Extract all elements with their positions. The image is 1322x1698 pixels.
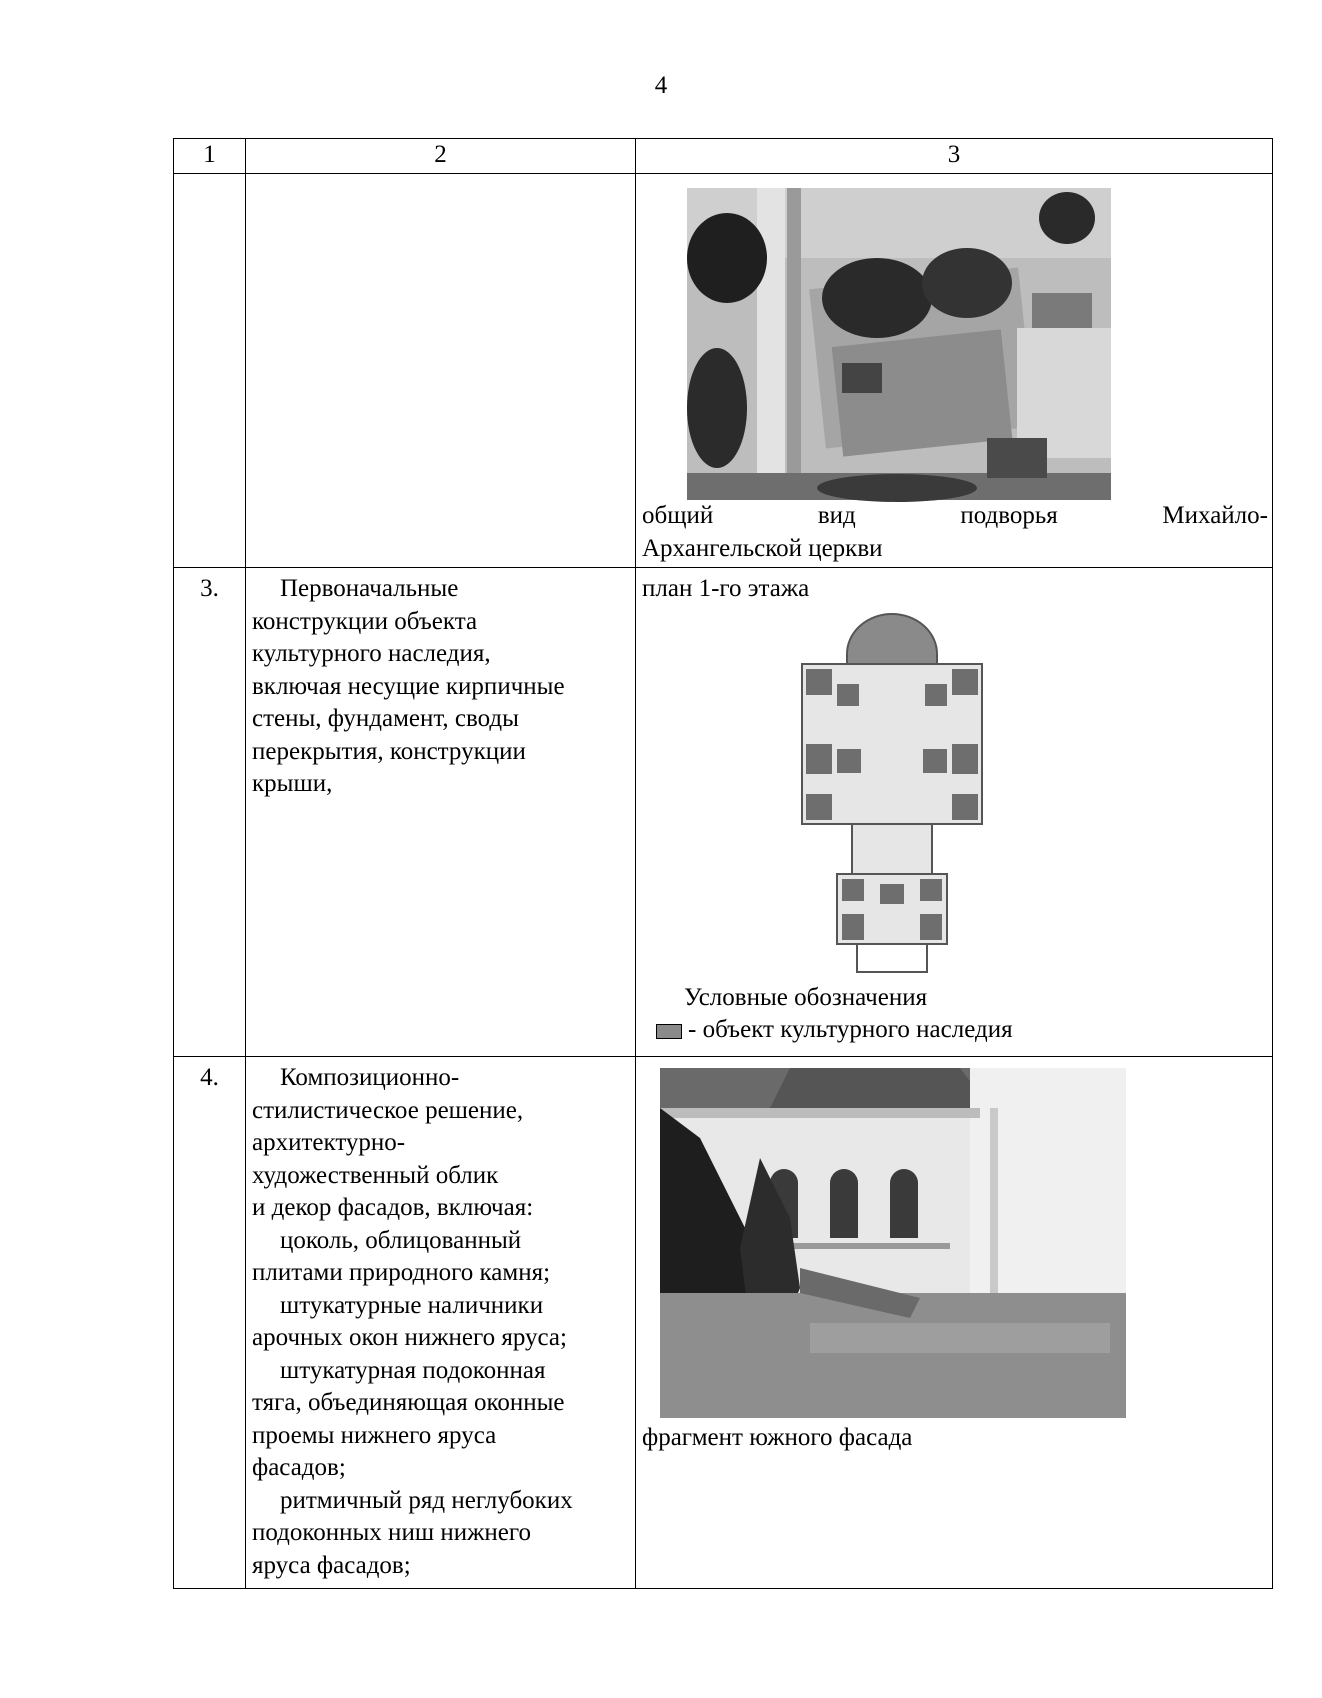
desc-line: штукатурная подоконная [280, 1356, 546, 1384]
row-description [246, 1057, 636, 1589]
header-col-2: 2 [246, 139, 636, 174]
floor-plan-drawing [792, 614, 992, 974]
row-number: 4. [174, 1057, 246, 1589]
desc-line: культурного наследия, [252, 640, 491, 667]
desc-line: фасадов; [252, 1454, 346, 1481]
desc-line: ритмичный ряд неглубоких [280, 1486, 573, 1514]
desc-line: включая несущие кирпичные [252, 672, 565, 700]
legend-title: Условные обозначения [684, 983, 928, 1011]
page-number: 4 [654, 72, 668, 99]
legend-swatch [656, 1024, 682, 1039]
header-col-3: 3 [636, 139, 1273, 174]
desc-line: стилистическое решение, [252, 1096, 524, 1124]
desc-line: стены, фундамент, своды [252, 705, 519, 732]
desc-line: перекрытия, конструкции [252, 737, 526, 765]
aerial-photo [687, 188, 1111, 500]
header-col-1: 1 [174, 139, 246, 174]
document-table [173, 138, 1273, 1589]
legend-item [642, 1014, 1268, 1047]
aerial-caption-line-2: Архангельской церкви [642, 534, 883, 562]
desc-line: штукатурные наличники [280, 1291, 544, 1319]
facade-photo [660, 1068, 1126, 1418]
row-number: 3. [174, 568, 246, 1057]
desc-line: цоколь, облицованный [280, 1226, 522, 1254]
desc-line: архитектурно- [252, 1129, 406, 1156]
desc-line: яруса фасадов; [252, 1551, 411, 1579]
image-cell [636, 174, 1273, 568]
table-row-4 [174, 1057, 1273, 1589]
desc-line: арочных окон нижнего яруса; [252, 1324, 567, 1351]
facade-caption: фрагмент южного фасада [642, 1424, 913, 1451]
desc-line: крыши, [252, 770, 333, 797]
desc-line: и декор фасадов, включая: [252, 1194, 534, 1221]
desc-line: тяга, объединяющая оконные [252, 1389, 565, 1416]
row-description [246, 174, 636, 568]
table-header-row [174, 139, 1273, 174]
desc-line: Первоначальные [280, 575, 459, 602]
desc-line: художественный облик [252, 1161, 499, 1189]
image-cell [636, 568, 1273, 1057]
row-number [174, 174, 246, 568]
table-row-3 [174, 568, 1273, 1057]
aerial-caption-line-1: общий вид подворья Михайло- [642, 502, 1268, 529]
row-description [246, 568, 636, 1057]
desc-line: плитами природного камня; [252, 1259, 551, 1286]
table-row-continuation [174, 174, 1273, 568]
desc-line: проемы нижнего яруса [252, 1421, 497, 1449]
plan-label: план 1-го этажа [642, 575, 810, 602]
legend-item-label: - объект культурного наследия [688, 1016, 1013, 1043]
desc-line: Композиционно- [280, 1064, 460, 1091]
image-cell [636, 1057, 1273, 1589]
desc-line: подоконных ниш нижнего [252, 1519, 531, 1546]
desc-line: конструкции объекта [252, 607, 478, 635]
